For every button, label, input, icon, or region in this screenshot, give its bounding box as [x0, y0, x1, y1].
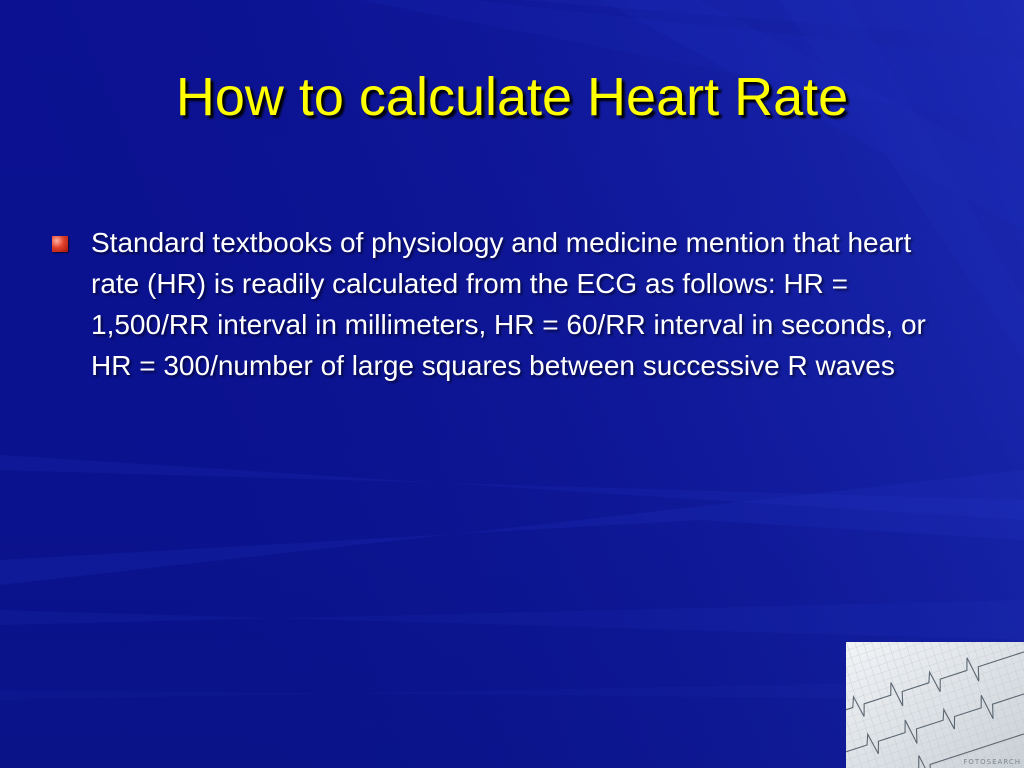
bullet-text: Standard textbooks of physiology and medicine mention that heart rate (HR) is readily calculated from the ECG as follows: HR = 1,500/RR interval in millimeters, HR = 60/RR interval in seconds, or HR = 300/number of large squares between successive R waves — [91, 227, 926, 381]
square-bullet-icon — [52, 236, 68, 252]
ecg-strip-photo-icon — [846, 642, 1024, 768]
slide-title: How to calculate Heart Rate — [175, 67, 849, 127]
watermark: FOTOSEARCH — [963, 758, 1021, 766]
ecg-strip-photo — [846, 642, 1024, 768]
